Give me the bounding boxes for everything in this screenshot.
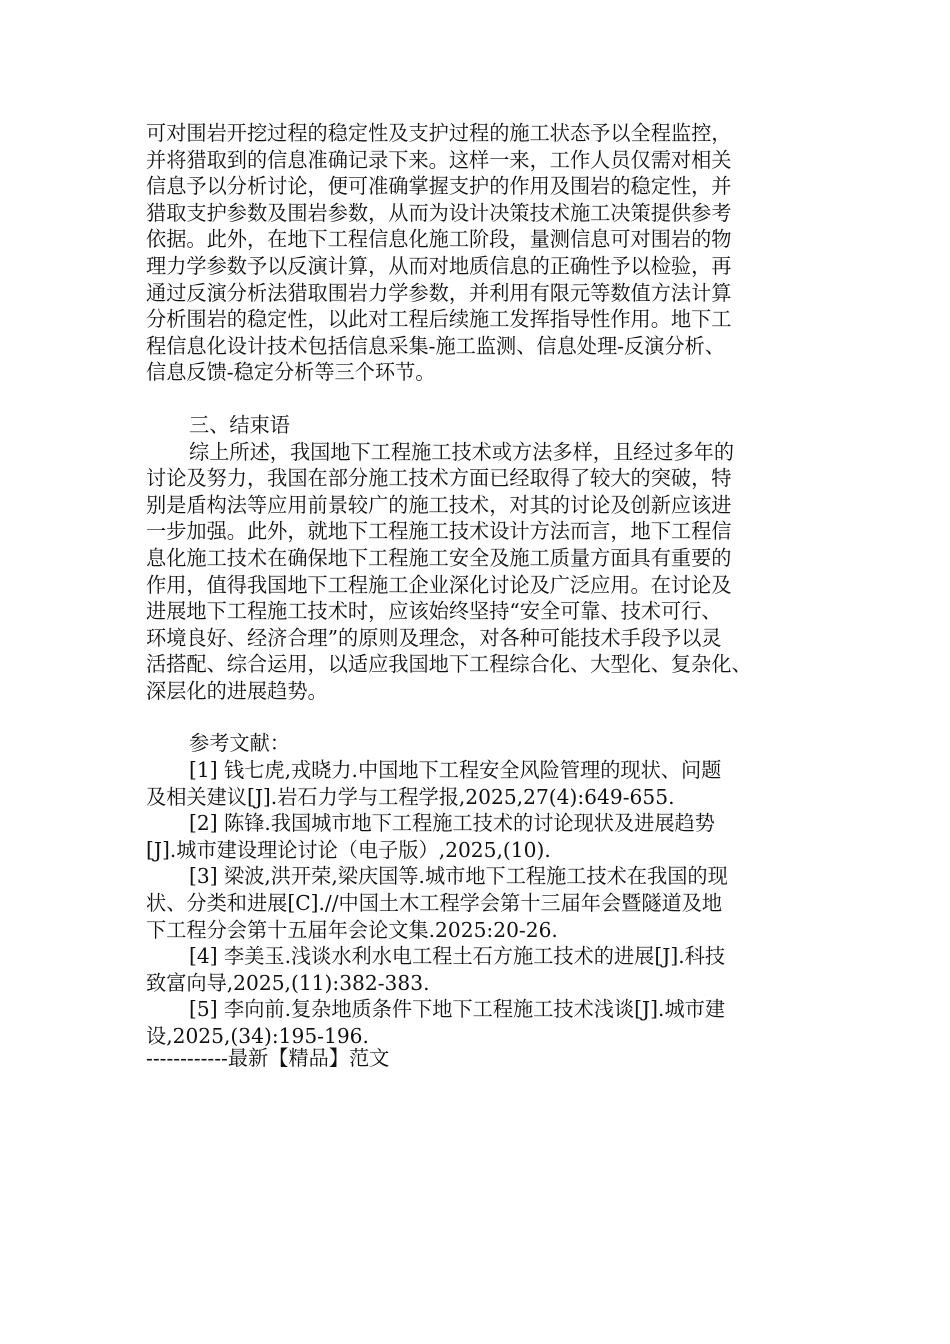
reference-item: [1] 钱七虎,戎晓力.中国地下工程安全风险管理的现状、问题 <box>189 758 722 783</box>
reference-item-continued: [J].城市建设理论讨论（电子版）,2025,(10). <box>146 837 551 862</box>
conclusion-section <box>146 412 810 705</box>
paragraph-line: 综上所述，我国地下工程施工技术或方法多样，且经过多年的 <box>189 439 735 464</box>
reference-item: [3] 梁波,洪开荣,梁庆国等.城市地下工程施工技术在我国的现 <box>189 864 728 889</box>
paragraph-line: 通过反演分析法猎取围岩力学参数，并利用有限元等数值方法计算 <box>146 280 732 305</box>
paragraph-line: 活搭配、综合运用，以适应我国地下工程综合化、大型化、复杂化、 <box>146 652 752 677</box>
paragraph-line: 理力学参数予以反演计算，从而对地质信息的正确性予以检验，再 <box>146 253 732 278</box>
paragraph-line: 信息予以分析讨论，便可准确掌握支护的作用及围岩的稳定性，并 <box>146 174 732 199</box>
paragraph-line: 程信息化设计技术包括信息采集-施工监测、信息处理-反演分析、 <box>146 333 725 358</box>
paragraph-line: 分析围岩的稳定性，以此对工程后续施工发挥指导性作用。地下工 <box>146 307 732 332</box>
reference-item-continued: 设,2025,(34):195-196. <box>146 1024 369 1048</box>
footer-text: ------------最新【精品】范文 <box>146 1046 390 1070</box>
reference-item-continued: 致富向导,2025,(11):382-383. <box>146 970 430 995</box>
reference-item: [4] 李美玉.浅谈水利水电工程土石方施工技术的进展[J].科技 <box>189 944 726 969</box>
reference-item-continued: 状、分类和进展[C].//中国土木工程学会第十三届年会暨隧道及地 <box>146 891 723 916</box>
paragraph-line: 猎取支护参数及围岩参数，从而为设计决策技术施工决策提供参考 <box>146 200 732 225</box>
paragraph-line: 深层化的进展趋势。 <box>146 678 328 703</box>
document-page <box>146 120 810 1050</box>
paragraph-line: 作用，值得我国地下工程施工企业深化讨论及广泛应用。在讨论及 <box>146 572 732 597</box>
paragraph-line: 一步加强。此外，就地下工程施工技术设计方法而言，地下工程信 <box>146 519 732 544</box>
paragraph-line: 讨论及努力，我国在部分施工技术方面已经取得了较大的突破，特 <box>146 466 732 491</box>
paragraph-line: 信息反馈-稳定分析等三个环节。 <box>146 360 436 385</box>
references-section <box>146 730 810 1049</box>
paragraph-line: 进展地下工程施工技术时，应该始终坚持“安全可靠、技术可行、 <box>146 599 722 624</box>
paragraph-line: 环境良好、经济合理”的原则及理念，对各种可能技术手段予以灵 <box>146 625 722 650</box>
paragraph-line: 并将猎取到的信息准确记录下来。这样一来，工作人员仅需对相关 <box>146 147 732 172</box>
reference-item-continued: 及相关建议[J].岩石力学与工程学报,2025,27(4):649-655. <box>146 784 675 809</box>
paragraph-line: 别是盾构法等应用前景较广的施工技术，对其的讨论及创新应该进 <box>146 492 732 517</box>
section-heading: 三、结束语 <box>189 412 290 437</box>
paragraph-line: 息化施工技术在确保地下工程施工安全及施工质量方面具有重要的 <box>146 545 732 570</box>
body-paragraph <box>146 120 810 386</box>
references-heading: 参考文献： <box>189 731 290 756</box>
paragraph-line: 依据。此外，在地下工程信息化施工阶段，量测信息可对围岩的物 <box>146 227 732 252</box>
reference-item-continued: 下工程分会第十五届年会论文集.2025:20-26. <box>146 917 558 942</box>
paragraph-line: 可对围岩开挖过程的稳定性及支护过程的施工状态予以全程监控， <box>146 121 732 145</box>
reference-item: [5] 李向前.复杂地质条件下地下工程施工技术浅谈[J].城市建 <box>189 997 726 1022</box>
reference-item: [2] 陈锋.我国城市地下工程施工技术的讨论现状及进展趋势 <box>189 811 715 836</box>
